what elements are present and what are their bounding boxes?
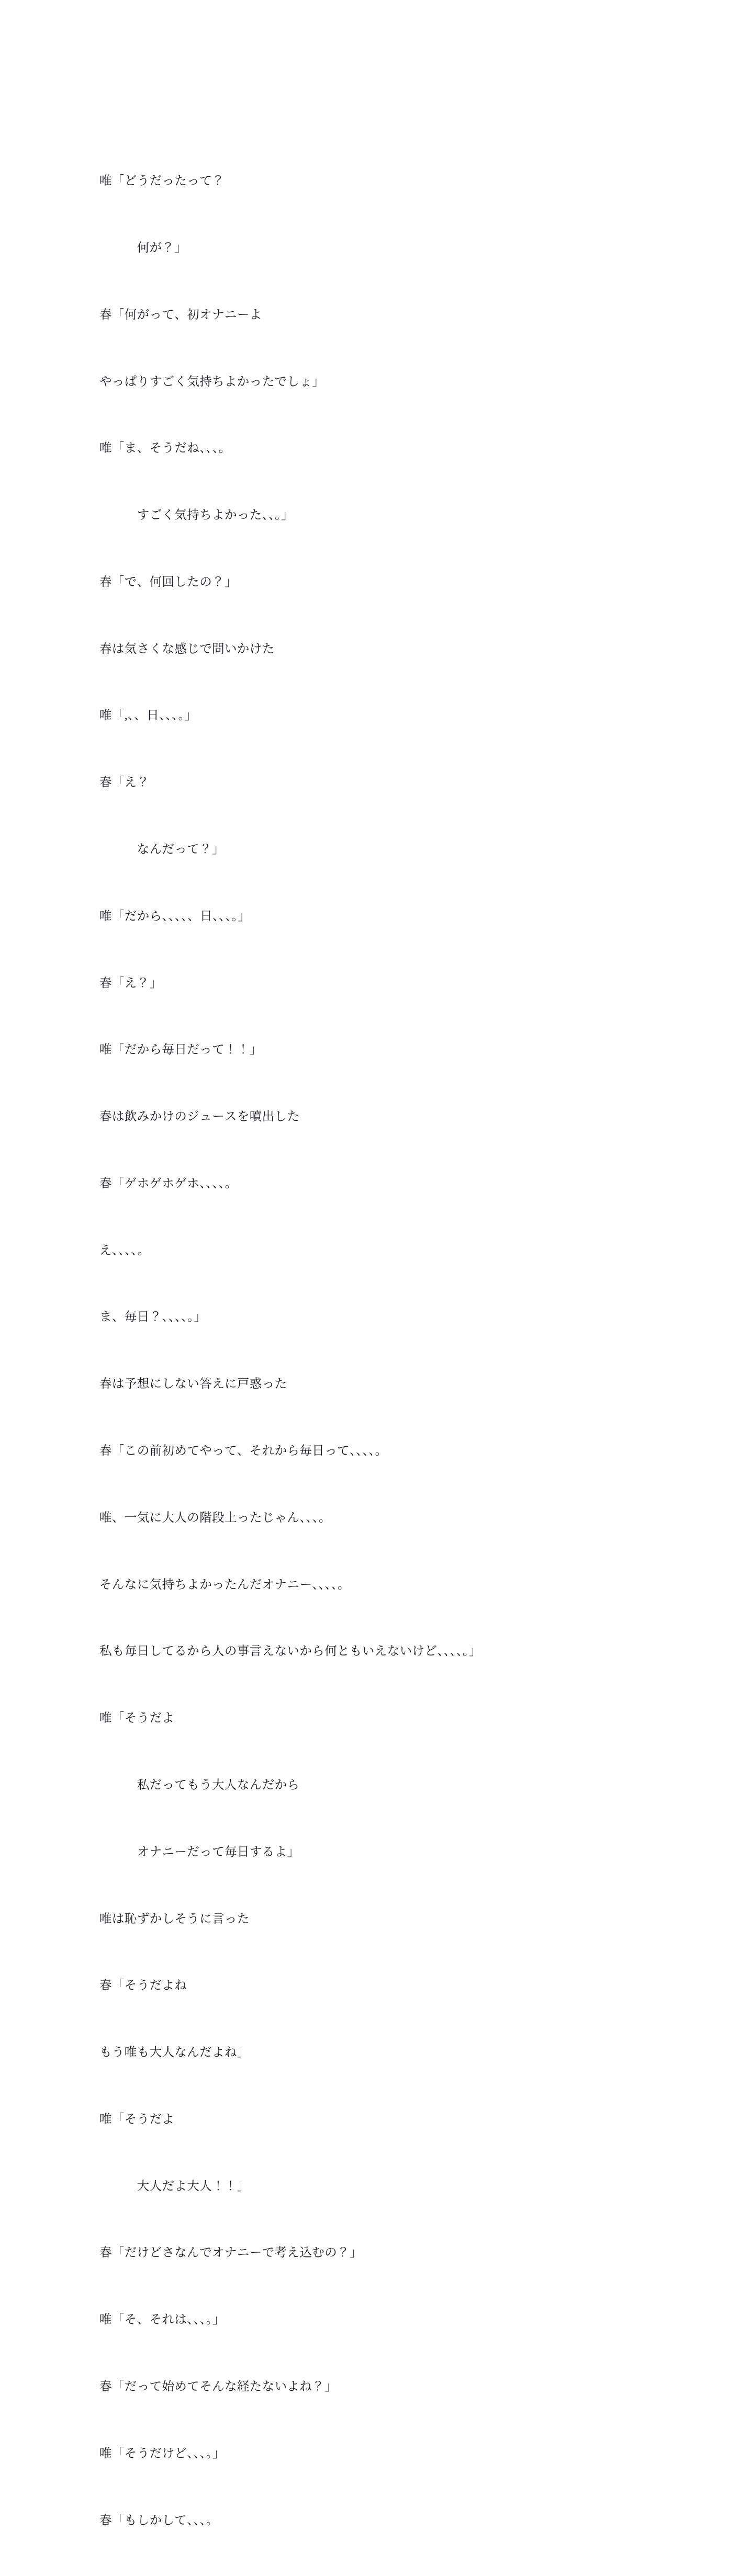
story-line: 春は飲みかけのジュースを噴出した	[99, 1110, 300, 1124]
story-line: 春「この前初めてやって、それから毎日って、、、、。	[99, 1444, 388, 1458]
story-line: 唯「,、、日、、、。」	[99, 709, 197, 723]
story-line: なんだって？」	[99, 843, 225, 856]
story-line: 春「で、何回したの？」	[99, 575, 237, 589]
story-line: 唯「だから、、、、、日、、、。」	[99, 909, 251, 923]
story-line: 春「ゲホゲホゲホ、、、、。	[99, 1176, 238, 1190]
story-text-body	[99, 126, 654, 2576]
story-line: 大人だよ大人！！」	[99, 2179, 250, 2193]
story-line: 唯「そうだよ	[99, 2112, 175, 2126]
story-line: そんなに気持ちよかったんだオナニー、、、、。	[99, 1578, 350, 1592]
story-line: 唯は恥ずかしそうに言った	[99, 1912, 250, 1926]
story-line: 唯「そうだけど、、、。」	[99, 2446, 225, 2460]
story-line: 唯「ま、そうだね、、、。	[99, 441, 231, 456]
story-line: 春「え？」	[99, 976, 162, 990]
story-line: 何が？」	[99, 241, 187, 255]
story-line: 春「何がって、初オナニーよ	[99, 308, 262, 322]
story-line: オナニーだって毎日するよ」	[99, 1845, 300, 1859]
story-line: 私だってもう大人なんだから	[99, 1778, 300, 1792]
story-line: 私も毎日してるから人の事言えないから何ともいえないけど、、、、。」	[99, 1644, 481, 1659]
story-line: すごく気持ちよかった、、。」	[99, 508, 294, 523]
story-line: 唯、一気に大人の階段上ったじゃん、、、。	[99, 1511, 331, 1525]
story-line: 春「もしかして、、、。	[99, 2513, 219, 2527]
story-line: 春「え？	[99, 776, 150, 790]
story-line: 春「だって始めてそんな経たないよね？」	[99, 2379, 338, 2393]
story-line: 唯「そうだよ	[99, 1711, 175, 1726]
story-line: 唯「だから毎日だって！！」	[99, 1043, 262, 1057]
story-line: 春は気さくな感じで問いかけた	[99, 642, 275, 656]
story-line: ま、毎日？、、、、。」	[99, 1310, 207, 1324]
story-line: 唯「そ、それは、、、。」	[99, 2313, 225, 2327]
story-line: え、、、、。	[99, 1243, 150, 1257]
story-line: 唯「どうだったって？	[99, 174, 225, 188]
story-line: もう唯も大人なんだよね」	[99, 2046, 250, 2060]
story-line: 春「だけどさなんでオナニーで考え込むの？」	[99, 2246, 362, 2260]
story-line: 春は予想にしない答えに戸惑った	[99, 1377, 287, 1391]
story-line: 春「そうだよね	[99, 1979, 187, 1993]
story-line: やっぱりすごく気持ちよかったでしょ」	[99, 375, 325, 389]
